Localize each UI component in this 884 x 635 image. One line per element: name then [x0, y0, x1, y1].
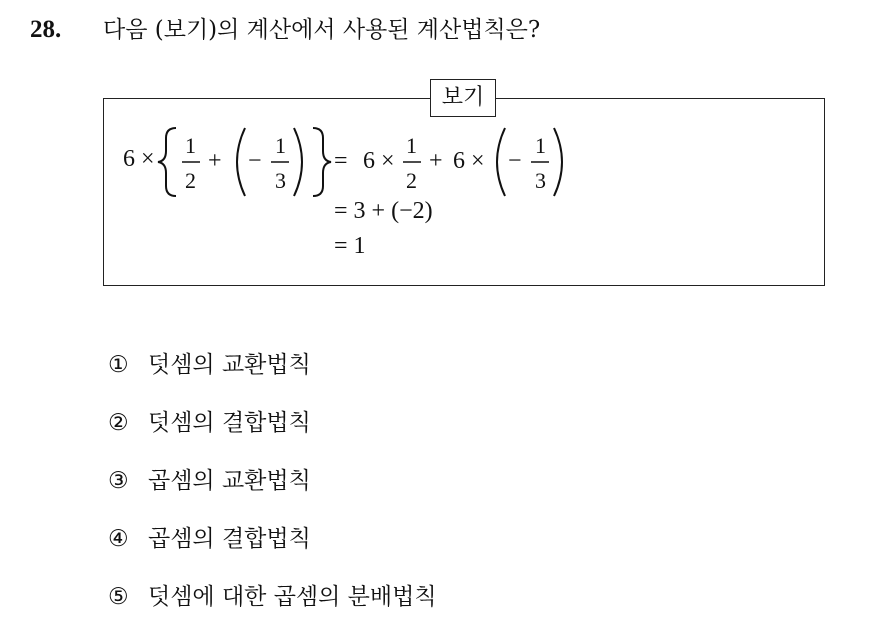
step1-frac-b-den: 3 [535, 168, 546, 193]
step2: = 3 + (−2) [334, 198, 433, 224]
step1-left-paren [497, 128, 505, 196]
lhs-frac1-num: 1 [185, 133, 196, 158]
lhs-right-paren [294, 128, 302, 196]
step1-right-paren [554, 128, 562, 196]
lhs-plus: + [208, 148, 222, 174]
choice-marker: ② [108, 410, 129, 436]
step3: = 1 [334, 233, 366, 259]
choice-1[interactable] [108, 345, 437, 403]
bogi-equation [103, 98, 825, 286]
choice-text: 덧셈의 교환법칙 [148, 352, 311, 378]
lhs-frac1-den: 2 [185, 168, 196, 193]
lhs-left-paren [237, 128, 245, 196]
choice-3[interactable] [108, 461, 437, 519]
right-curly-brace [313, 128, 331, 196]
step1-times-a: × [381, 148, 395, 174]
choice-text: 덧셈에 대한 곱셈의 분배법칙 [148, 584, 437, 610]
choices-list [108, 345, 437, 635]
step1-coefficient-a: 6 [363, 148, 375, 174]
choice-text: 곱셈의 결합법칙 [148, 526, 311, 552]
choice-marker: ① [108, 352, 129, 378]
choice-marker: ④ [108, 526, 129, 552]
lhs-minus: − [248, 148, 262, 174]
lhs-coefficient: 6 [123, 146, 135, 172]
step1-equals: = [334, 148, 348, 174]
choice-4[interactable] [108, 519, 437, 577]
step1-minus: − [508, 148, 522, 174]
question-text: 다음 (보기)의 계산에서 사용된 계산법칙은? [103, 17, 541, 43]
lhs-frac2-num: 1 [275, 133, 286, 158]
question-number: 28. [30, 16, 62, 43]
step1-frac-b-num: 1 [535, 133, 546, 158]
step1-plus: + [429, 148, 443, 174]
choice-marker: ③ [108, 468, 129, 494]
step1-frac-a-den: 2 [406, 168, 417, 193]
step1-coefficient-b: 6 [453, 148, 465, 174]
lhs-times: × [141, 146, 155, 172]
step1-times-b: × [471, 148, 485, 174]
left-curly-brace [158, 128, 176, 196]
bogi-label: 보기 [430, 79, 496, 117]
choice-2[interactable] [108, 403, 437, 461]
choice-text: 곱셈의 교환법칙 [148, 468, 311, 494]
step1-frac-a-num: 1 [406, 133, 417, 158]
choice-text: 덧셈의 결합법칙 [148, 410, 311, 436]
lhs-frac2-den: 3 [275, 168, 286, 193]
choice-marker: ⑤ [108, 584, 129, 610]
choice-5[interactable] [108, 577, 437, 635]
